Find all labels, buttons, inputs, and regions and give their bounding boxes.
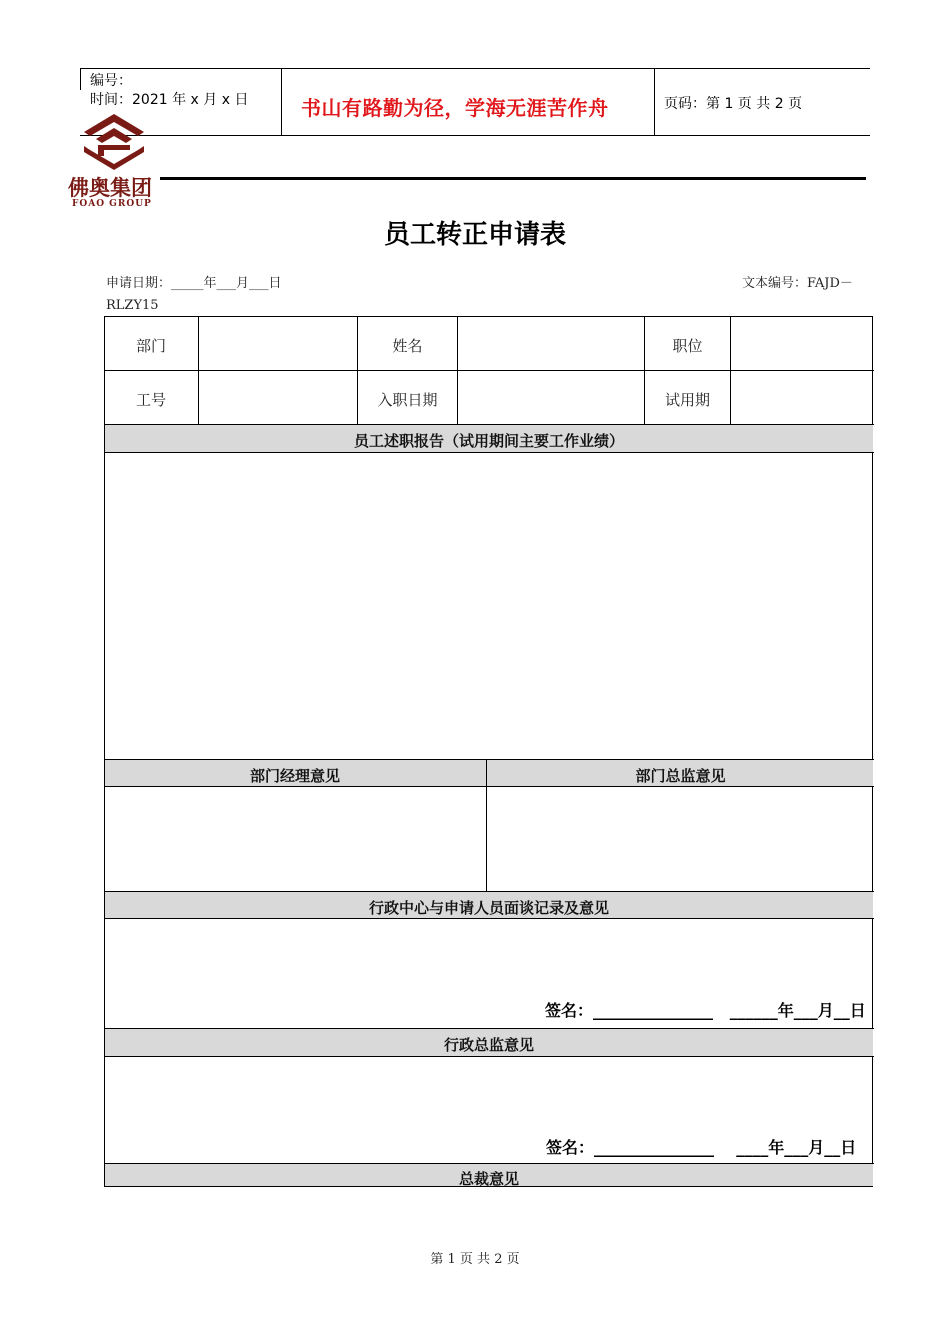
manager-opinion-header: 部门经理意见 (249, 767, 340, 785)
admin-director-header: 行政总监意见 (443, 1036, 534, 1054)
probation-label: 试用期 (664, 391, 710, 409)
logo-name-cn: 佛奥集团 (68, 175, 152, 200)
doc-number-cont: RLZY15 (106, 298, 159, 313)
signature-line-2: 签名：_______________ ____年___月__日 (546, 1138, 857, 1157)
apply-date: 申请日期：_____年___月___日 (106, 276, 282, 291)
manager-opinion-area[interactable] (105, 787, 486, 891)
report-header: 员工述职报告（试用期间主要工作业绩） (353, 432, 624, 450)
header-bottom-rule (80, 135, 870, 136)
position-field[interactable] (731, 317, 873, 370)
header-left-rule (80, 68, 81, 90)
entry-date-field[interactable] (458, 371, 644, 424)
director-opinion-header: 部门总监意见 (635, 767, 726, 785)
name-field[interactable] (458, 317, 644, 370)
position-label: 职位 (672, 337, 703, 355)
probation-field[interactable] (731, 371, 873, 424)
hr-interview-header: 行政中心与申请人员面谈记录及意见 (368, 899, 609, 917)
logo-rule (160, 177, 866, 180)
page-label: 页码：第 1 页 共 2 页 (664, 96, 803, 112)
doc-number: 文本编号：FAJD－ (742, 276, 853, 291)
logo-name-en: FOAO GROUP (72, 199, 152, 209)
emp-no-field[interactable] (199, 371, 357, 424)
report-area[interactable] (105, 453, 873, 759)
dept-field[interactable] (199, 317, 357, 370)
header-top-rule (80, 68, 870, 69)
number-label: 编号： (90, 73, 132, 89)
director-opinion-area[interactable] (487, 787, 873, 891)
dept-label: 部门 (135, 337, 166, 355)
form-title: 员工转正申请表 (383, 220, 566, 250)
emp-no-label: 工号 (135, 391, 166, 409)
header-divider-2 (654, 68, 655, 136)
company-logo-icon (78, 112, 150, 174)
time-label: 时间：2021 年 x 月 x 日 (90, 92, 249, 108)
signature-line-1: 签名：_______________ ______年___月__日 (545, 1001, 866, 1020)
motto: 书山有路勤为径，学海无涯苦作舟 (301, 96, 609, 120)
name-label: 姓名 (392, 337, 423, 355)
president-header: 总裁意见 (458, 1170, 519, 1188)
header-divider-1 (281, 68, 282, 136)
page-footer: 第 1 页 共 2 页 (430, 1252, 520, 1267)
entry-date-label: 入职日期 (377, 391, 438, 409)
